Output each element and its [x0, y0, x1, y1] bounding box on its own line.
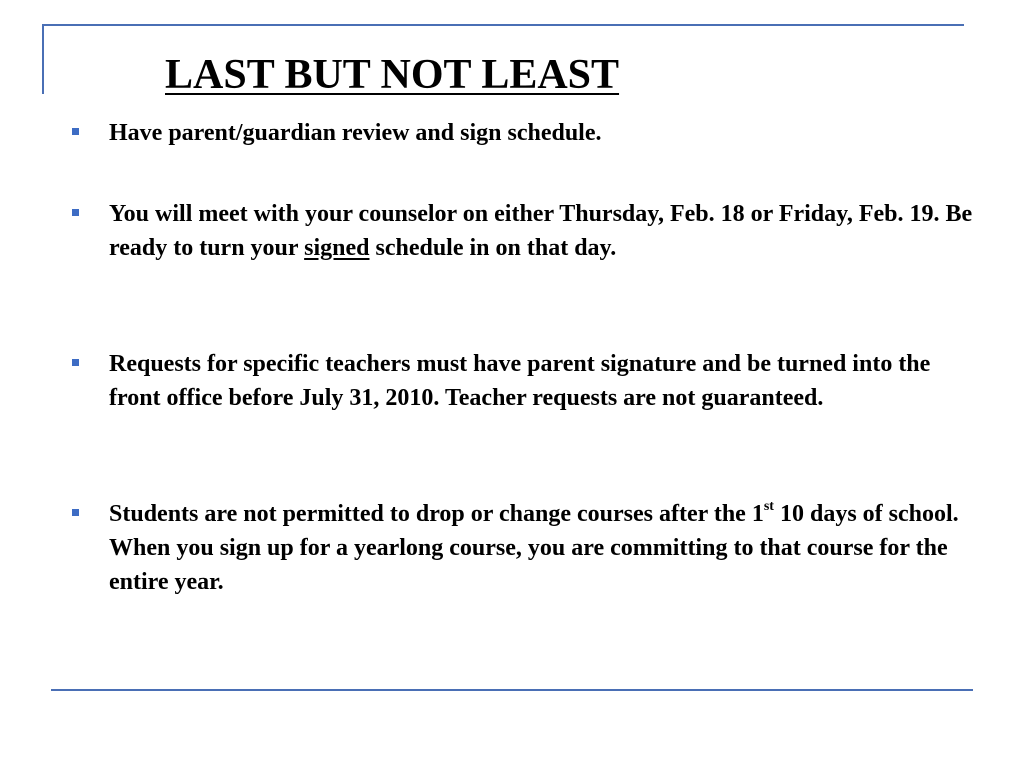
bullet-text-part: schedule in on that day. — [369, 235, 617, 261]
bullet-text: Requests for specific teachers must have parent signature and be turned into the front office before July 31, 2010. Teacher requests are not guaranteed. — [109, 351, 931, 411]
top-divider-line — [42, 24, 964, 26]
bullet-text-part: Students are not permitted to drop or change courses after the 1 — [109, 501, 764, 527]
bottom-divider-line — [51, 689, 973, 691]
square-bullet-icon — [72, 509, 79, 516]
slide-title: LAST BUT NOT LEAST — [165, 52, 620, 98]
left-accent-line — [42, 24, 44, 94]
bullet-text: Have parent/guardian review and sign schedule. — [109, 120, 602, 146]
square-bullet-icon — [72, 359, 79, 366]
underlined-word: signed — [304, 235, 370, 261]
square-bullet-icon — [72, 128, 79, 135]
bullet-text — [109, 497, 979, 599]
square-bullet-icon — [72, 209, 79, 216]
bullet-text-part: 10 days of school. When you sign up for a yearlong course, you are committing to that course for the entire year. — [109, 501, 959, 595]
bullet-text — [109, 197, 979, 265]
superscript-suffix: st — [763, 499, 774, 514]
bullet-text-part: You will meet with your counselor on either Thursday, Feb. 18 or Friday, Feb. 19. Be ready to turn your — [109, 201, 973, 261]
